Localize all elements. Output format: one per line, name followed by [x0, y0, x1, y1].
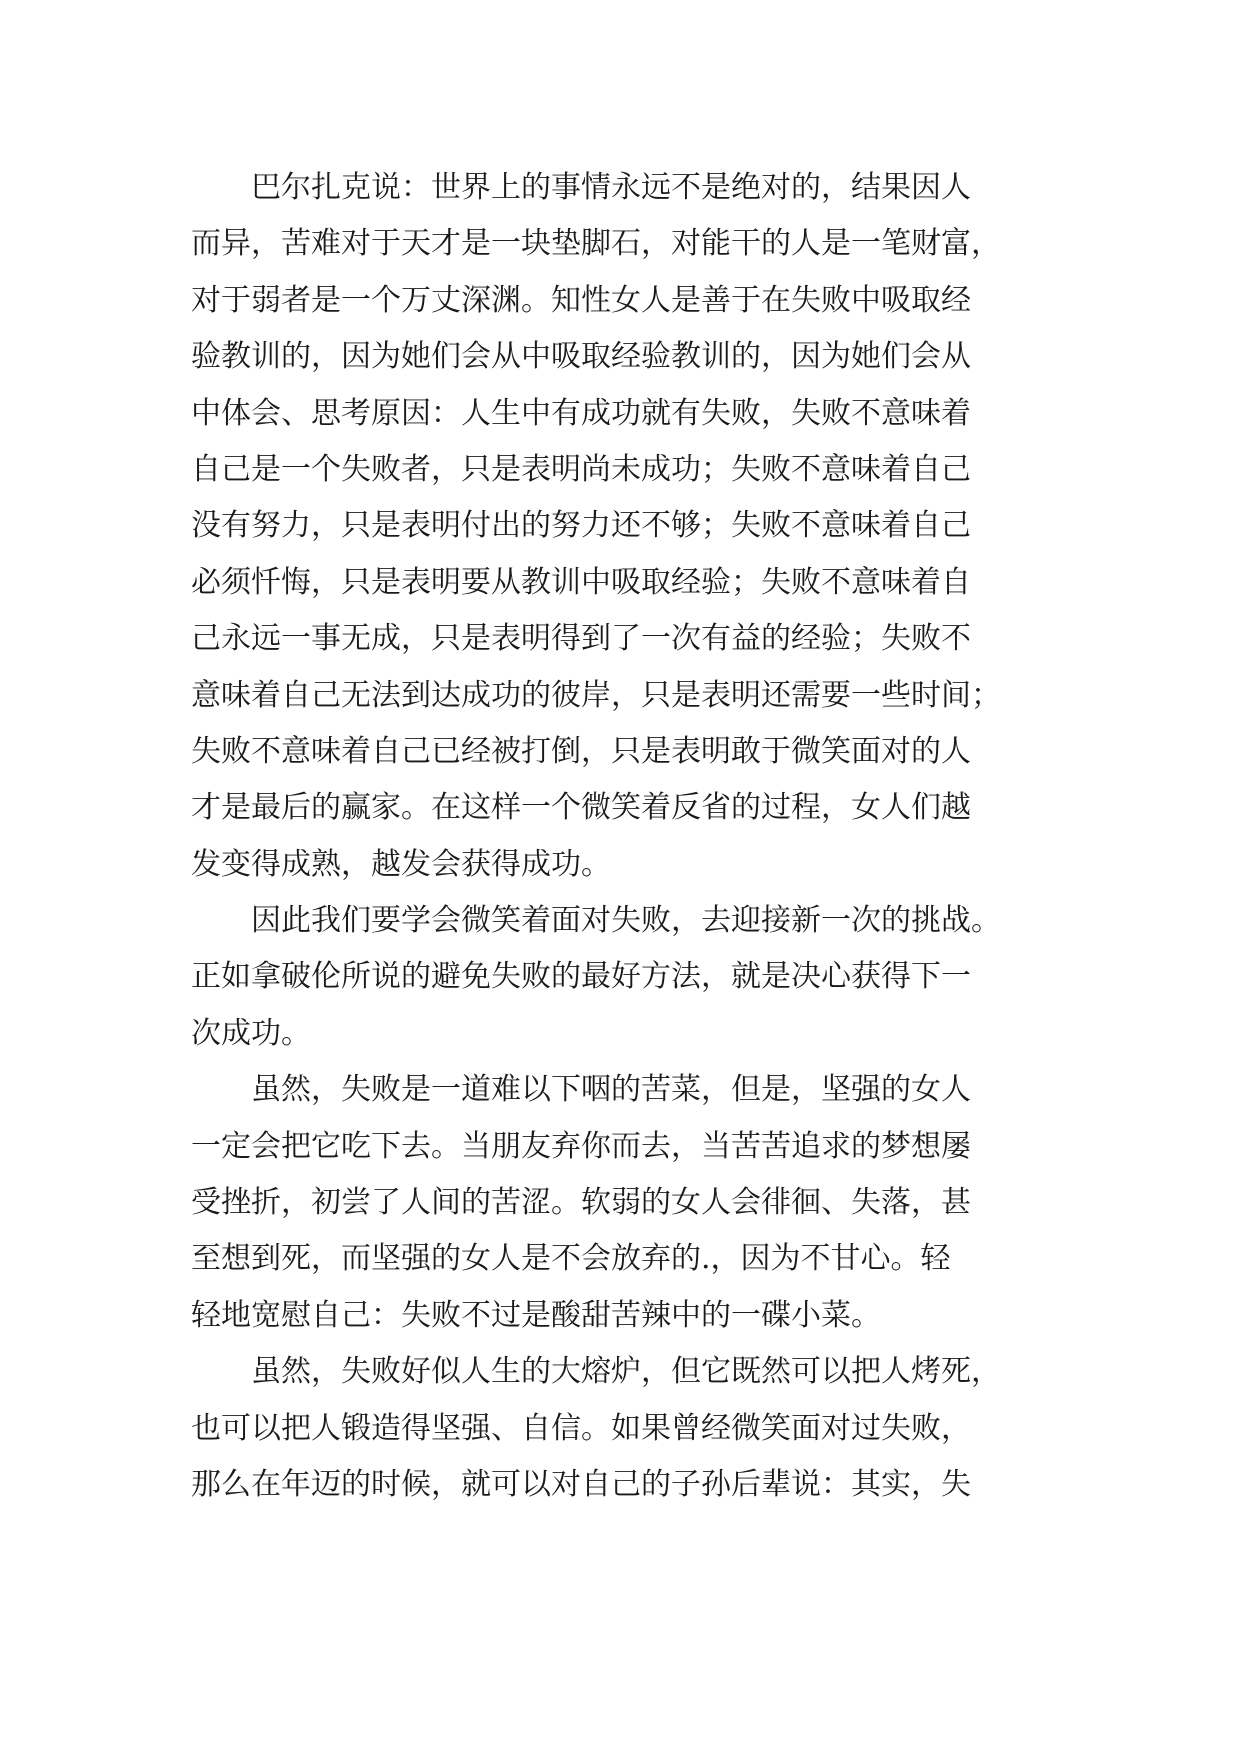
body-text	[191, 160, 1051, 1513]
text-line: 巴尔扎克说：世界上的事情永远不是绝对的，结果因人	[191, 170, 971, 205]
text-line: 验教训的，因为她们会从中吸取经验教训的，因为她们会从	[191, 339, 971, 375]
text-line: 中体会、思考原因：人生中有成功就有失败，失败不意味着	[191, 395, 971, 431]
text-line: 己永远一事无成，只是表明得到了一次有益的经验；失败不	[191, 621, 971, 657]
text-line: 对于弱者是一个万丈深渊。知性女人是善于在失败中吸取经	[191, 282, 971, 318]
text-line: 一定会把它吃下去。当朋友弃你而去，当苦苦追求的梦想屡	[191, 1128, 971, 1164]
text-line: 虽然，失败是一道难以下咽的苦菜，但是，坚强的女人	[191, 1072, 971, 1108]
text-line: 意味着自己无法到达成功的彼岸，只是表明还需要一些时间；	[191, 677, 1001, 713]
text-line: 也可以把人锻造得坚强、自信。如果曾经微笑面对过失败，	[191, 1410, 971, 1446]
text-line: 那么在年迈的时候，就可以对自己的子孙后辈说：其实，失	[191, 1466, 971, 1502]
text-line: 发变得成熟，越发会获得成功。	[191, 846, 611, 882]
text-line: 轻地宽慰自己：失败不过是酸甜苦辣中的一碟小菜。	[191, 1297, 881, 1333]
text-line: 次成功。	[191, 1015, 311, 1051]
text-line: 没有努力，只是表明付出的努力还不够；失败不意味着自己	[191, 508, 971, 544]
text-line: 失败不意味着自己已经被打倒，只是表明敢于微笑面对的人	[191, 733, 971, 769]
text-line: 而异，苦难对于天才是一块垫脚石，对能干的人是一笔财富，	[191, 226, 1001, 262]
text-line: 正如拿破伦所说的避免失败的最好方法，就是决心获得下一	[191, 959, 971, 995]
text-line: 因此我们要学会微笑着面对失败，去迎接新一次的挑战。	[191, 903, 1001, 939]
text-line: 自己是一个失败者，只是表明尚未成功；失败不意味着自己	[191, 451, 971, 487]
text-line: 才是最后的赢家。在这样一个微笑着反省的过程，女人们越	[191, 790, 971, 826]
text-line: 必须忏悔，只是表明要从教训中吸取经验；失败不意味着自	[191, 564, 971, 600]
text-line: 至想到死，而坚强的女人是不会放弃的.，因为不甘心。轻	[191, 1241, 951, 1277]
text-line: 受挫折，初尝了人间的苦涩。软弱的女人会徘徊、失落，甚	[191, 1185, 971, 1221]
text-line: 虽然，失败好似人生的大熔炉，但它既然可以把人烤死，	[191, 1354, 1001, 1390]
